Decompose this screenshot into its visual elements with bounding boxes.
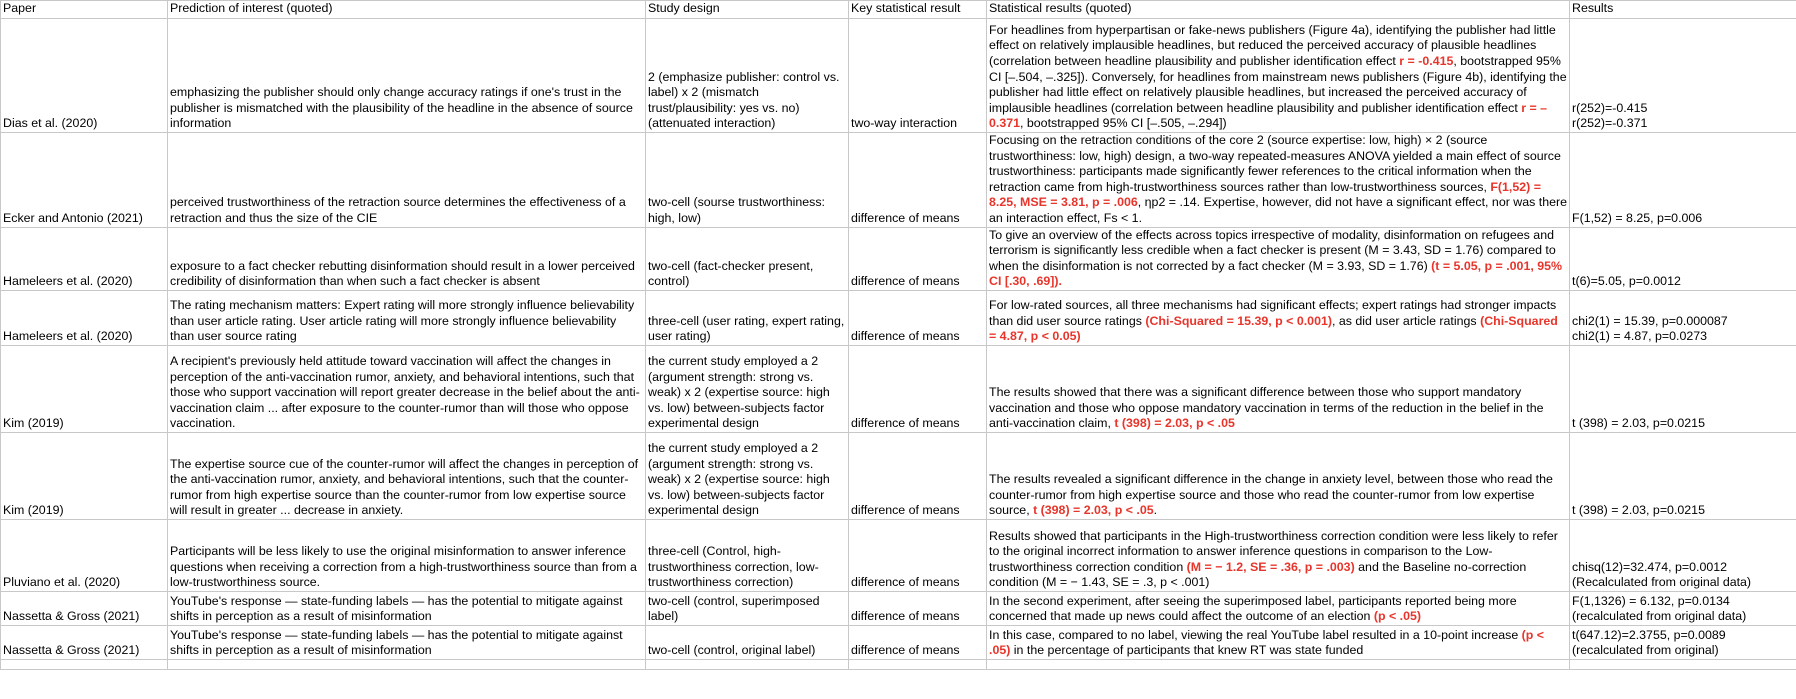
results-cell[interactable] [1570,19,1796,133]
paper-cell[interactable]: Ecker and Antonio (2021) [1,133,168,228]
paper-cell[interactable]: Nassetta & Gross (2021) [1,625,168,659]
study-design-cell[interactable]: three-cell (Control, high-trustworthiness correction, low-trustworthiness correction) [646,519,849,591]
empty-row [1,659,1796,669]
table-row [1,625,1796,659]
header-paper[interactable]: Paper [1,1,168,19]
result-line: t (398) = 2.03, p=0.0215 [1572,416,1705,431]
table-row [1,227,1796,290]
results-cell[interactable] [1570,227,1796,290]
paper-cell[interactable]: Nassetta & Gross (2021) [1,591,168,625]
empty-cell[interactable] [168,659,646,669]
header-key-result[interactable]: Key statistical result [849,1,987,19]
study-design-cell[interactable]: two-cell (control, superimposed label) [646,591,849,625]
key-result-cell[interactable]: difference of means [849,227,987,290]
paper-cell[interactable]: Hameleers et al. (2020) [1,227,168,290]
study-design-cell[interactable]: two-cell (sourse trustworthiness: high, low) [646,133,849,228]
results-cell[interactable] [1570,625,1796,659]
prediction-cell[interactable]: emphasizing the publisher should only change accuracy ratings if one's trust in the publisher is mismatched with the plausibility of the headline in the absence of source information [168,19,646,133]
quoted-text: , as did user article ratings [1331,313,1481,328]
highlighted-statistic: F(1,52) = 8.25, MSE = 3.81, p = .006 [989,179,1541,210]
prediction-cell[interactable]: YouTube's response — state-funding labels — has the potential to mitigate against shifts in perception as a result of misinformation [168,625,646,659]
quoted-text: The results showed that there was a significant difference between those who support mandatory vaccination and those who oppose mandatory vaccination in terms of the reduction in the belief in the anti-vaccination claim, [989,385,1544,431]
quoted-text: For headlines from hyperpartisan or fake-news publishers (Figure 4a), identifying the publisher had little effect on relatively implausible headlines, but reduced the perceived accuracy of plausible headlines (correlation between headline plausibility and publisher identification effect [989,22,1556,69]
quoted-text: Focusing on the retraction conditions of the core 2 (source expertise: low, high) × 2 (source trustworthiness: low, high) design, a two-way repeated-measures ANOVA yielded a main effect of source trustworthiness: participants made significantly fewer references to the critical information when the retraction came from high-trustworthiness sources rather than low-trustworthiness sources, [989,133,1561,194]
key-result-cell[interactable]: difference of means [849,519,987,591]
empty-cell[interactable] [987,659,1570,669]
results-cell[interactable] [1570,290,1796,345]
result-line: chisq(12)=32.474, p=0.0012 [1572,559,1728,574]
highlighted-statistic: (Chi-Squared = 15.39, p < 0.001) [1145,313,1332,328]
statistical-results-cell[interactable] [987,290,1570,345]
quoted-text: In this case, compared to no label, viewing the real YouTube label resulted in a 10-point increase [989,627,1522,642]
table-row [1,345,1796,432]
table-row [1,591,1796,625]
result-line: (recalculated from original data) [1572,609,1747,624]
header-study-design[interactable]: Study design [646,1,849,19]
study-design-cell[interactable]: the current study employed a 2 (argument strength: strong vs. weak) x 2 (expertise source: high vs. low) between-subjects factor experimental design [646,345,849,432]
quoted-text: and the Baseline no-correction condition (M = − 1.43, SE = .3, p < .001) [989,559,1527,590]
empty-cell[interactable] [849,659,987,669]
result-line: chi2(1) = 4.87, p=0.0273 [1572,329,1708,344]
table-row [1,133,1796,228]
paper-cell[interactable]: Kim (2019) [1,345,168,432]
prediction-cell[interactable]: YouTube's response — state-funding labels — has the potential to mitigate against shifts in perception as a result of misinformation [168,591,646,625]
key-result-cell[interactable]: difference of means [849,591,987,625]
key-result-cell[interactable]: difference of means [849,625,987,659]
result-line: r(252)=-0.371 [1572,116,1648,131]
header-results[interactable]: Results [1570,1,1796,19]
statistical-results-cell[interactable] [987,19,1570,133]
paper-cell[interactable]: Kim (2019) [1,432,168,519]
statistical-results-cell[interactable] [987,625,1570,659]
result-line: (recalculated from original) [1572,643,1719,658]
prediction-cell[interactable]: perceived trustworthiness of the retraction source determines the effectiveness of a retraction and thus the size of the CIE [168,133,646,228]
study-design-cell[interactable]: three-cell (user rating, expert rating, user rating) [646,290,849,345]
quoted-text: For low-rated sources, all three mechanisms had significant effects; expert ratings had stronger impacts than did user source ratings [989,298,1557,328]
header-statistical-results[interactable]: Statistical results (quoted) [987,1,1570,19]
prediction-cell[interactable]: A recipient's previously held attitude toward vaccination will affect the changes in perception of the anti-vaccination rumor, anxiety, and behavioral intentions, such that those who support vaccination will report greater decrease in the belief about the anti-vaccination claim ... after exposure to the counter-rumor than will those who oppose vaccination. [168,345,646,432]
result-line: t(647.12)=2.3755, p=0.0089 [1572,627,1726,642]
statistical-results-cell[interactable] [987,133,1570,228]
highlighted-statistic: (Chi-Squared = 4.87, p < 0.05) [989,313,1558,344]
statistical-results-cell[interactable] [987,591,1570,625]
result-line: r(252)=-0.415 [1572,100,1648,115]
study-design-cell[interactable]: the current study employed a 2 (argument strength: strong vs. weak) x 2 (expertise source: high vs. low) between-subjects factor experimental design [646,432,849,519]
paper-cell[interactable]: Hameleers et al. (2020) [1,290,168,345]
result-line: F(1,1326) = 6.132, p=0.0134 [1572,593,1730,608]
table-row [1,432,1796,519]
highlighted-statistic: (M = − 1.2, SE = .36, p = .003) [1186,559,1355,574]
quoted-text: To give an overview of the effects across topics irrespective of modality, disinformation on refugees and terrorism is significantly less credible when a fact checker is present (M = 3.43, SD = 1.76) compared to when the disinformation is not corrected by a fact checker (M = 3.93, SD = 1.76) [989,227,1556,273]
statistical-results-cell[interactable] [987,432,1570,519]
statistical-results-cell[interactable] [987,345,1570,432]
header-row [1,1,1796,19]
quoted-text: . [1153,503,1158,518]
highlighted-statistic: (p < .05) [989,627,1545,658]
paper-cell[interactable]: Dias et al. (2020) [1,19,168,133]
result-line: t (398) = 2.03, p=0.0215 [1572,503,1705,518]
result-line: chi2(1) = 15.39, p=0.000087 [1572,313,1728,328]
key-result-cell[interactable]: difference of means [849,133,987,228]
results-cell[interactable] [1570,432,1796,519]
empty-cell[interactable] [1,659,168,669]
highlighted-statistic: r = -0.415 [1399,54,1454,69]
results-cell[interactable] [1570,591,1796,625]
results-cell[interactable] [1570,519,1796,591]
result-line: (Recalculated from original data) [1572,575,1752,590]
table-row [1,19,1796,133]
quoted-text: , bootstrapped 95% CI [–.505, –.294]) [1020,116,1227,131]
highlighted-statistic: t (398) = 2.03, p < .05 [1114,416,1235,431]
empty-cell[interactable] [646,659,849,669]
prediction-cell[interactable]: The rating mechanism matters: Expert rating will more strongly influence believability than user article rating. User article rating will more strongly influence believability than user source rating [168,290,646,345]
key-result-cell[interactable]: difference of means [849,345,987,432]
table-row [1,290,1796,345]
results-cell[interactable] [1570,345,1796,432]
study-design-cell[interactable]: 2 (emphasize publisher: control vs. label) x 2 (mismatch trust/plausibility: yes vs. no) (attenuated interaction) [646,19,849,133]
quoted-text: Results showed that participants in the High-trustworthiness correction condition were less likely to refer to the original incorrect information to answer inference questions in comparison to the Low-trustworthiness correction condition [989,528,1558,574]
quoted-text: , bootstrapped 95% CI [–.504, –.325]). Conversely, for headlines from mainstream news publishers (Figure 4b), identifying the publisher had little effect on relatively plausible headlines, but increased the perceived accuracy of implausible headlines (correlation between headline plausibility and publisher identification effect [989,54,1567,115]
highlighted-statistic: t (398) = 2.03, p < .05 [1033,503,1154,518]
result-line: F(1,52) = 8.25, p=0.006 [1572,210,1703,225]
statistical-results-cell[interactable] [987,519,1570,591]
key-result-cell[interactable]: difference of means [849,290,987,345]
result-line: t(6)=5.05, p=0.0012 [1572,274,1681,289]
results-cell[interactable] [1570,133,1796,228]
prediction-cell[interactable]: The expertise source cue of the counter-rumor will affect the changes in perception of the anti-vaccination rumor, anxiety, and behavioral intentions, such that the counter-rumor from high expertise source than the counter-rumor from low expertise source will result in greater ... decrease in anxiety. [168,432,646,519]
quoted-text: The results revealed a significant difference in the change in anxiety level, between those who read the counter-rumor from high expertise source and those who read the counter-rumor from low expertise source, [989,472,1553,518]
prediction-cell[interactable]: Participants will be less likely to use the original misinformation to answer inference questions when receiving a correction from a high-trustworthiness source than from a low-trustworthiness source. [168,519,646,591]
table-row [1,519,1796,591]
empty-cell[interactable] [1570,659,1796,669]
quoted-text: in the percentage of participants that knew RT was state funded [1010,643,1364,658]
statistical-results-cell[interactable] [987,227,1570,290]
study-design-cell[interactable]: two-cell (fact-checker present, control) [646,227,849,290]
key-result-cell[interactable]: two-way interaction [849,19,987,133]
study-design-cell[interactable]: two-cell (control, original label) [646,625,849,659]
paper-cell[interactable]: Pluviano et al. (2020) [1,519,168,591]
highlighted-statistic: (t = 5.05, p = .001, 95% CI [.30, .69]). [989,258,1563,289]
quoted-text: In the second experiment, after seeing the superimposed label, participants reported being more concerned that made up news could affect the outcome of an election [989,593,1517,624]
quoted-text: , ηp2 = .14. Expertise, however, did not have a significant effect, nor was there an interaction effect, Fs < 1. [989,195,1568,225]
header-prediction[interactable]: Prediction of interest (quoted) [168,1,646,19]
prediction-cell[interactable]: exposure to a fact checker rebutting disinformation should result in a lower perceived credibility of disinformation than when such a fact checker is absent [168,227,646,290]
highlighted-statistic: r = –0.371 [989,100,1548,131]
key-result-cell[interactable]: difference of means [849,432,987,519]
highlighted-statistic: (p < .05) [1373,609,1421,624]
